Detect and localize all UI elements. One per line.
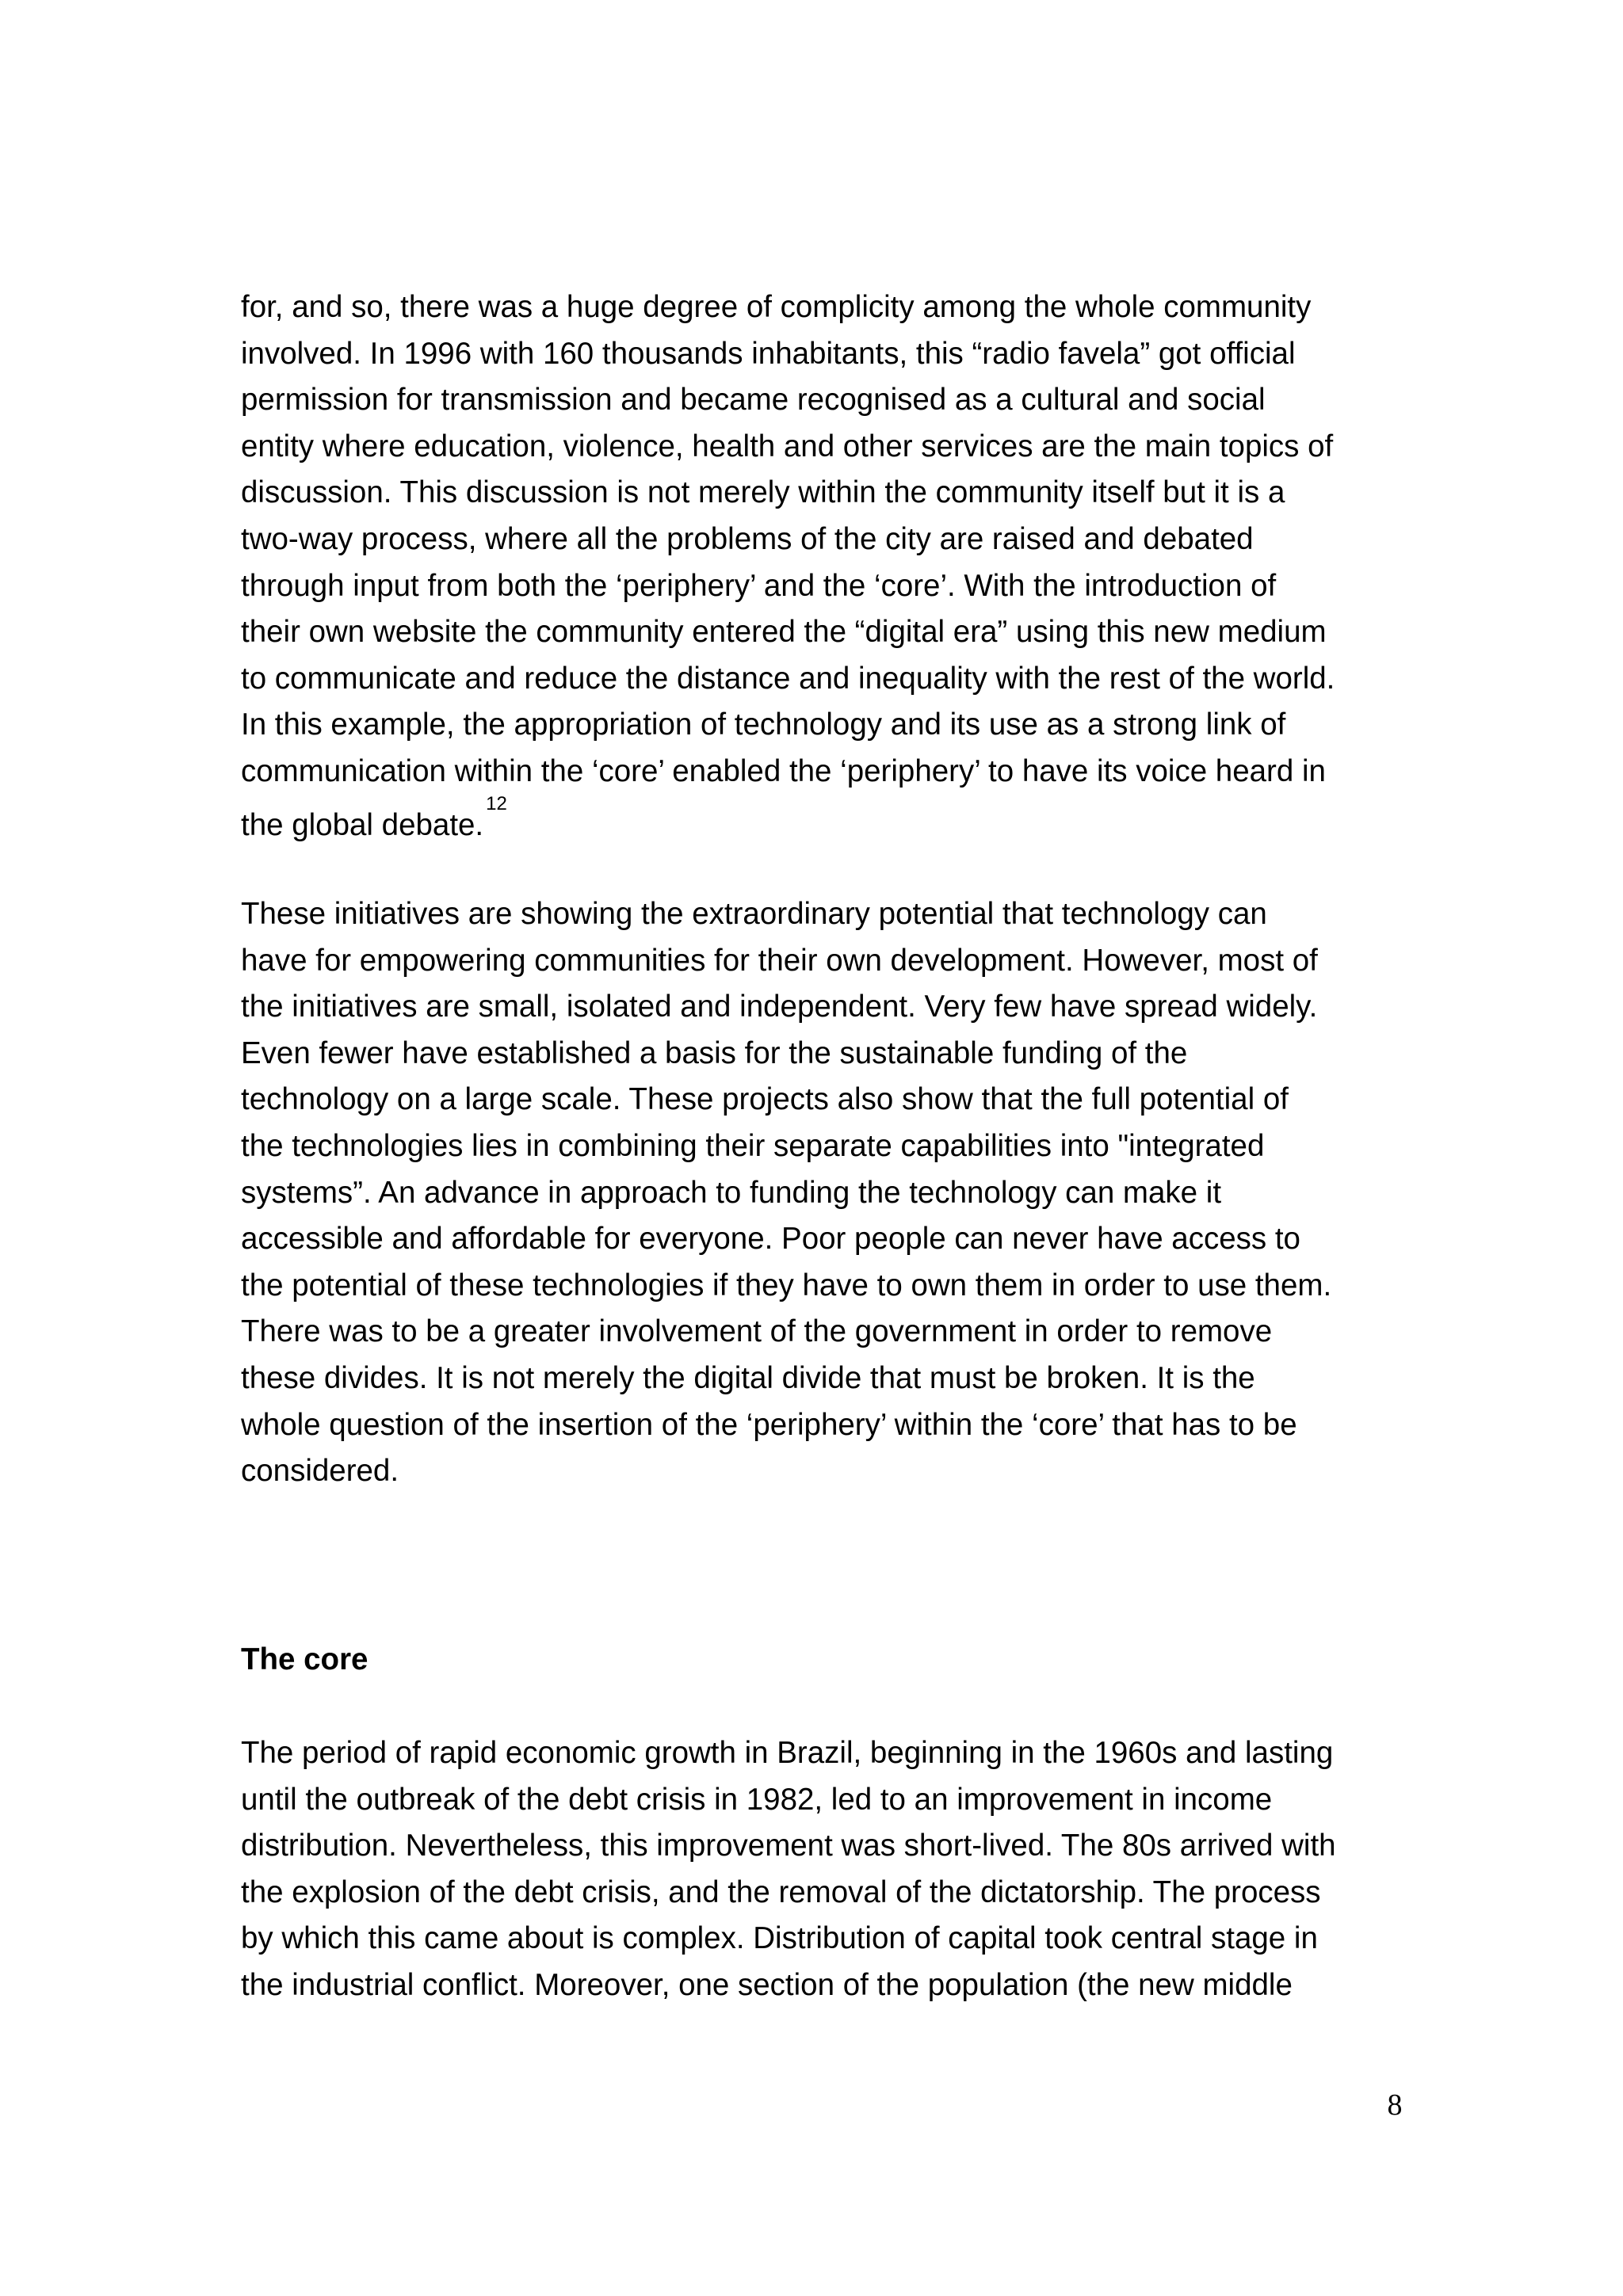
paragraph-line: discussion. This discussion is not merely within the community itself but it is a	[241, 475, 1285, 510]
paragraph-line-last	[241, 792, 1414, 842]
paragraph-line: the industrial conflict. Moreover, one section of the population (the new middle	[241, 1967, 1293, 2002]
paragraph-line: two-way process, where all the problems of the city are raised and debated	[241, 521, 1254, 556]
paragraph-line: Even fewer have established a basis for the sustainable funding of the	[241, 1035, 1188, 1070]
paragraph-line: considered.	[241, 1454, 399, 1489]
paragraph-line: for, and so, there was a huge degree of complicity among the whole community	[241, 290, 1312, 324]
paragraph-line: communication within the ‘core’ enabled the ‘periphery’ to have its voice heard in	[241, 753, 1326, 788]
paragraph-line: the potential of these technologies if they have to own them in order to use them.	[241, 1268, 1332, 1302]
paragraph-line: the technologies lies in combining their separate capabilities into "integrated	[241, 1128, 1265, 1163]
paragraph-line: these divides. It is not merely the digital divide that must be broken. It is the	[241, 1360, 1255, 1395]
paragraph-line: by which this came about is complex. Distribution of capital took central stage in	[241, 1921, 1318, 1956]
paragraph-line: There was to be a greater involvement of the government in order to remove	[241, 1314, 1273, 1349]
paragraph-line-text: the global debate.	[241, 807, 484, 842]
paragraph-line: In this example, the appropriation of technology and its use as a strong link of	[241, 707, 1286, 742]
paragraph-line: The period of rapid economic growth in Brazil, beginning in the 1960s and lasting	[241, 1736, 1334, 1770]
body-paragraph-3	[241, 1730, 1414, 2009]
paragraph-line: until the outbreak of the debt crisis in 1982, led to an improvement in income	[241, 1782, 1273, 1817]
body-paragraph-2	[241, 891, 1414, 1495]
paragraph-line: their own website the community entered the “digital era” using this new medium	[241, 615, 1327, 650]
paragraph-line: have for empowering communities for their own development. However, most of	[241, 943, 1318, 978]
section-heading: The core	[241, 1642, 369, 1676]
paragraph-line: accessible and affordable for everyone. Poor people can never have access to	[241, 1222, 1300, 1257]
paragraph-line: to communicate and reduce the distance and inequality with the rest of the world.	[241, 661, 1335, 696]
paragraph-line: the initiatives are small, isolated and independent. Very few have spread widely.	[241, 990, 1318, 1024]
paragraph-line: entity where education, violence, health and other services are the main topics of	[241, 429, 1334, 463]
page-number: 8	[1387, 2088, 1403, 2122]
paragraph-line: systems”. An advance in approach to funding the technology can make it	[241, 1175, 1222, 1210]
paragraph-line: distribution. Nevertheless, this improvement was short-lived. The 80s arrived with	[241, 1829, 1336, 1863]
paragraph-line: permission for transmission and became recognised as a cultural and social	[241, 383, 1266, 418]
paragraph-line: whole question of the insertion of the ‘periphery’ within the ‘core’ that has to be	[241, 1407, 1297, 1442]
paragraph-line: through input from both the ‘periphery’ and the ‘core’. With the introduction of	[241, 568, 1277, 603]
paragraph-line: involved. In 1996 with 160 thousands inhabitants, this “radio favela” got official	[241, 336, 1296, 371]
body-paragraph-1	[241, 284, 1414, 841]
footnote-reference[interactable]: 12	[486, 792, 507, 814]
paragraph-line: technology on a large scale. These projects also show that the full potential of	[241, 1082, 1289, 1117]
paragraph-line: the explosion of the debt crisis, and the removal of the dictatorship. The process	[241, 1875, 1321, 1909]
paragraph-line: These initiatives are showing the extraordinary potential that technology can	[241, 897, 1267, 931]
